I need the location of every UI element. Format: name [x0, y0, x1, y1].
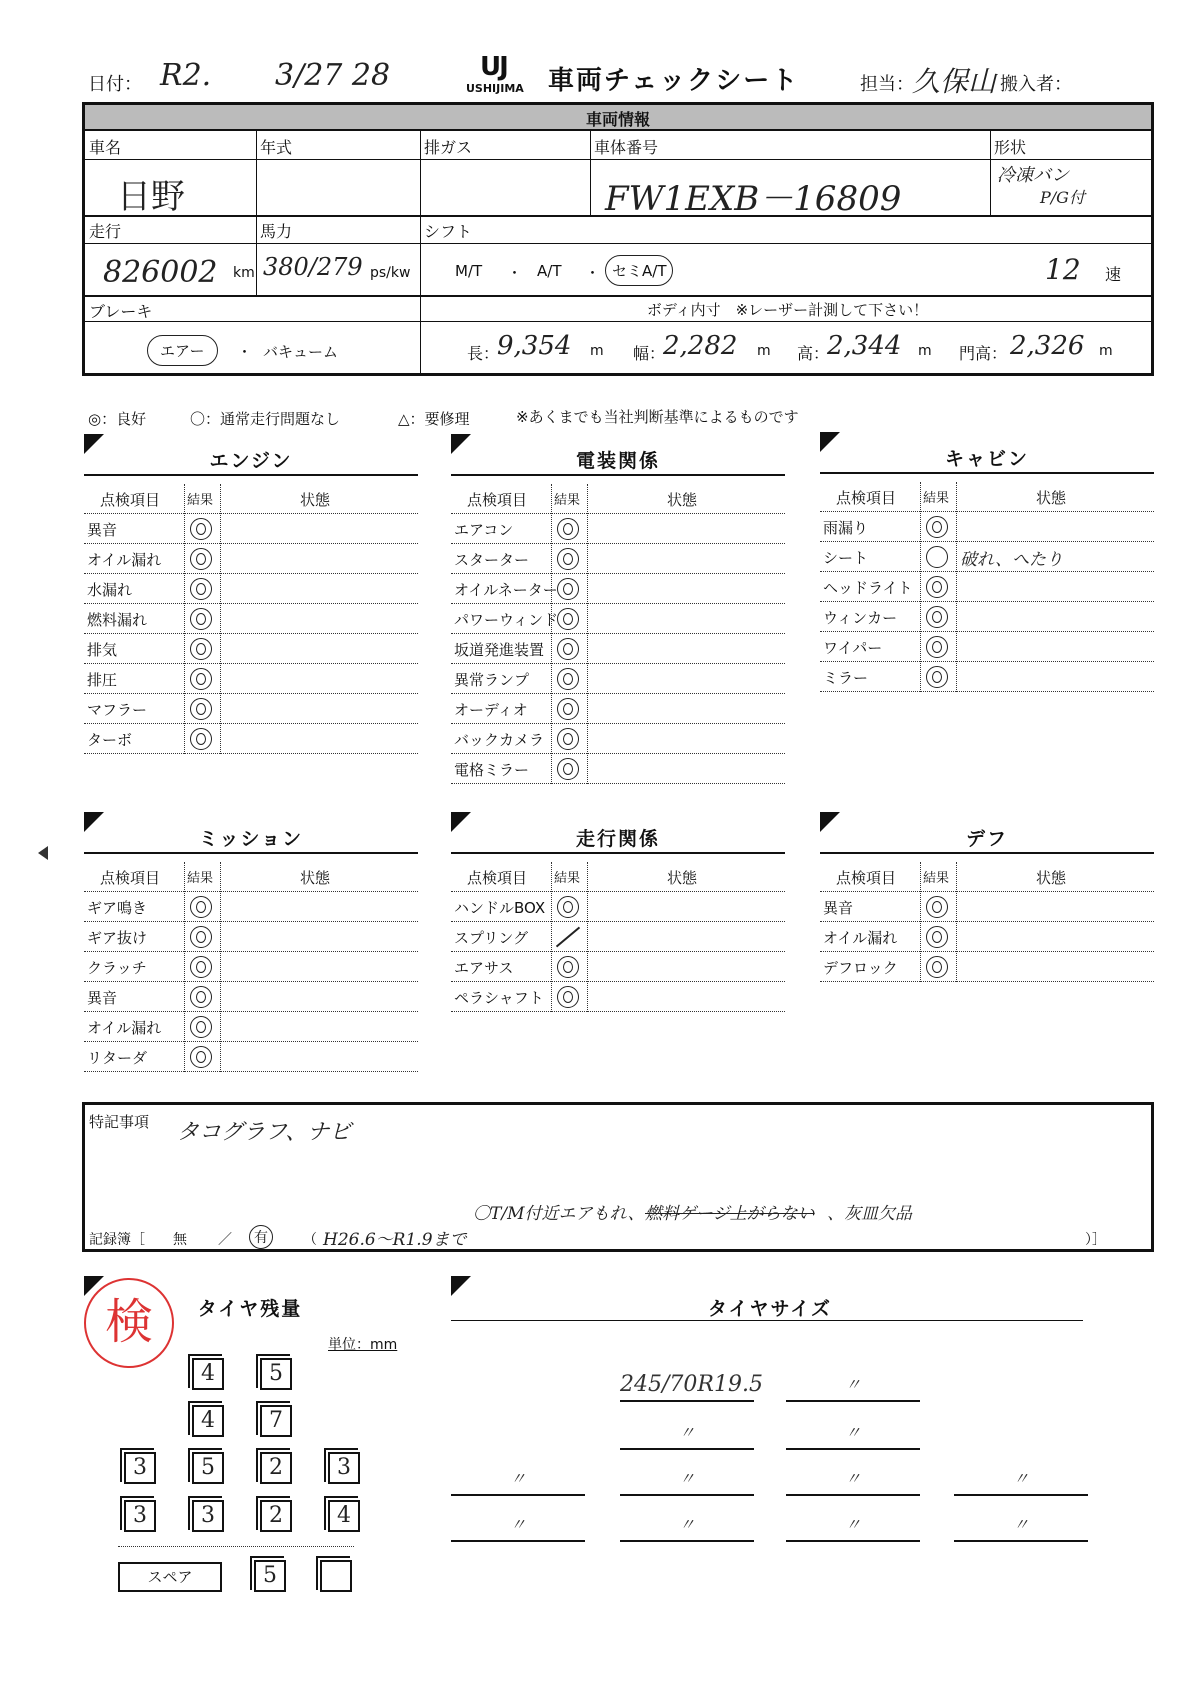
- state-column-sep: [956, 482, 957, 692]
- result-double-circle-icon: [557, 608, 579, 630]
- header-result: 結果: [554, 871, 581, 886]
- tire-depth-box: 4: [192, 1405, 224, 1437]
- electric-flag-icon: [451, 434, 471, 454]
- item-label: スターター: [454, 551, 530, 569]
- mission-flag-icon: [84, 812, 104, 832]
- table-row: [820, 892, 1154, 922]
- table-row: [84, 604, 418, 634]
- engine-rule: [84, 474, 418, 476]
- tire-size-value: 〃: [1012, 1469, 1029, 1488]
- shape-label: 形状: [994, 138, 1027, 157]
- item-label: オーディオ: [454, 701, 528, 719]
- tire-size-line: [620, 1400, 754, 1402]
- power-value: 380/279: [263, 253, 363, 281]
- tire-depth-box: 2: [260, 1452, 292, 1484]
- table-row: [84, 574, 418, 604]
- result-double-circle-icon: [557, 548, 579, 570]
- height-label: 高：: [797, 344, 830, 363]
- header-item: 点検項目: [467, 869, 528, 887]
- notes-label: 特記事項: [89, 1113, 150, 1131]
- shift-semi-at-circled: セミA/T: [605, 255, 673, 286]
- tire-size-line: [620, 1448, 754, 1450]
- result-slash-icon: [556, 927, 580, 948]
- table-row: [84, 1012, 418, 1042]
- table-row: [820, 632, 1154, 662]
- brake-label: ブレーキ: [89, 302, 153, 321]
- tire-size-value: 〃: [844, 1469, 861, 1488]
- cabin-title: キャビン: [944, 448, 1029, 470]
- result-double-circle-icon: [190, 926, 212, 948]
- notes-line-2: 〇T/M付近エアもれ、: [473, 1204, 645, 1224]
- item-label: 水漏れ: [87, 581, 133, 599]
- drive-header-row: [451, 862, 785, 892]
- result-column-sep: [184, 484, 185, 754]
- tire-depth-divider: [118, 1546, 354, 1548]
- length-label: 長：: [467, 344, 500, 363]
- gas-label: 排ガス: [424, 138, 473, 157]
- result-double-circle-icon: [926, 576, 948, 598]
- result-double-circle-icon: [190, 896, 212, 918]
- tire-size-line: [786, 1494, 920, 1496]
- table-row: [820, 662, 1154, 692]
- inspection-stamp: 検: [84, 1278, 174, 1368]
- item-label: スプリング: [454, 929, 529, 947]
- year-label: 年式: [260, 138, 293, 157]
- brake-dot: ・: [237, 343, 253, 361]
- tire-depth-title: タイヤ残量: [197, 1298, 303, 1320]
- notes-line-2-end: 、灰皿欠品: [827, 1204, 912, 1224]
- table-row: [451, 694, 785, 724]
- maker-value: 日野: [117, 177, 185, 217]
- table-row: [84, 724, 418, 754]
- result-double-circle-icon: [190, 638, 212, 660]
- height-unit: m: [918, 343, 932, 359]
- engine-title: エンジン: [209, 450, 293, 472]
- item-label: 異音: [87, 521, 118, 539]
- header-item: 点検項目: [100, 491, 161, 509]
- table-row: [820, 922, 1154, 952]
- tire-depth-box: 5: [260, 1358, 292, 1390]
- tire-size-value: 〃: [509, 1515, 526, 1534]
- length-value: 9,354: [497, 331, 572, 361]
- table-row: [84, 892, 418, 922]
- item-label: クラッチ: [87, 959, 147, 977]
- item-label: 異音: [823, 899, 854, 917]
- state-column-sep: [956, 862, 957, 982]
- item-state: 破れ、へたり: [960, 550, 1064, 570]
- table-row: [451, 982, 785, 1012]
- tire-size-flag-icon: [451, 1276, 471, 1296]
- state-column-sep: [220, 862, 221, 1072]
- result-column-sep: [920, 862, 921, 982]
- tire-size-line: [786, 1448, 920, 1450]
- date-era: R2.: [160, 58, 212, 93]
- tire-size-line: [954, 1494, 1088, 1496]
- item-label: バックカメラ: [454, 731, 545, 749]
- gate-height-unit: m: [1099, 343, 1113, 359]
- table-row: [820, 602, 1154, 632]
- tire-size-line: [954, 1540, 1088, 1542]
- result-double-circle-icon: [557, 956, 579, 978]
- table-row: [84, 922, 418, 952]
- result-double-circle-icon: [190, 698, 212, 720]
- item-label: ギア抜け: [87, 929, 148, 947]
- result-double-circle-icon: [926, 636, 948, 658]
- diff-title: デフ: [965, 828, 1008, 850]
- item-label: ペラシャフト: [454, 989, 544, 1007]
- shift-label: シフト: [424, 222, 473, 241]
- gears-value: 12: [1045, 253, 1081, 286]
- width-value: 2,282: [663, 331, 738, 361]
- tire-size-value: 〃: [844, 1423, 861, 1442]
- item-label: 坂道発進装置: [454, 641, 545, 659]
- legend-good: ◎：良好: [88, 410, 147, 428]
- tire-size-value: 〃: [844, 1375, 861, 1394]
- chassis-value: FW1EXB－16809: [605, 179, 902, 219]
- result-double-circle-icon: [190, 1046, 212, 1068]
- result-double-circle-icon: [557, 896, 579, 918]
- spare-extra: [320, 1560, 352, 1592]
- item-label: 燃料漏れ: [87, 611, 148, 629]
- table-row: [451, 724, 785, 754]
- shift-dot-1: ・: [507, 264, 523, 282]
- notes-line-1: タコグラフ、ナビ: [177, 1120, 352, 1145]
- tire-depth-unit: 単位：mm: [328, 1337, 398, 1353]
- result-double-circle-icon: [926, 606, 948, 628]
- header-result: 結果: [554, 493, 581, 508]
- tire-size-value: 〃: [509, 1469, 526, 1488]
- result-double-circle-icon: [190, 728, 212, 750]
- result-double-circle-icon: [190, 518, 212, 540]
- power-label: 馬力: [260, 222, 293, 241]
- item-label: ヘッドライト: [823, 579, 913, 597]
- tire-size-line: [786, 1400, 920, 1402]
- item-label: パワーウィンド: [454, 611, 559, 629]
- result-double-circle-icon: [926, 926, 948, 948]
- tire-size-line: [451, 1494, 585, 1496]
- result-double-circle-icon: [190, 986, 212, 1008]
- chassis-label: 車体番号: [594, 138, 659, 157]
- tire-size-value: 〃: [678, 1469, 695, 1488]
- item-label: オイルネーター: [454, 581, 558, 599]
- result-double-circle-icon: [557, 986, 579, 1008]
- staff-value: 久保山: [912, 65, 997, 98]
- width-label: 幅：: [633, 344, 666, 363]
- shift-at: A/T: [537, 262, 562, 280]
- page-title: 車両チェックシート: [548, 66, 800, 96]
- item-label: 排気: [87, 641, 118, 659]
- table-row: [820, 952, 1154, 982]
- table-row: [820, 512, 1154, 542]
- drive-flag-icon: [451, 812, 471, 832]
- result-column-sep: [920, 482, 921, 692]
- notes-line-2-struck: 燃料ゲージ上がらない: [645, 1204, 815, 1224]
- logo-text: USHIJIMA: [466, 82, 524, 95]
- drive-title: 走行関係: [575, 828, 660, 850]
- date-value: 3/27 28: [275, 58, 391, 93]
- table-row: [820, 542, 1154, 572]
- table-row: [84, 1042, 418, 1072]
- header-result: 結果: [923, 491, 950, 506]
- item-label: 異音: [87, 989, 118, 1007]
- item-label: ハンドルBOX: [454, 899, 546, 917]
- engine-flag-icon: [84, 434, 104, 454]
- spare-value: 5: [254, 1560, 286, 1592]
- item-label: オイル漏れ: [87, 1019, 162, 1037]
- shift-mt: M/T: [455, 262, 483, 280]
- brake-vacuum: バキューム: [263, 343, 339, 361]
- header-result: 結果: [187, 493, 214, 508]
- gate-height-value: 2,326: [1010, 331, 1085, 361]
- electric-header-row: [451, 484, 785, 514]
- table-row: [451, 952, 785, 982]
- cabin-flag-icon: [820, 432, 840, 452]
- logo-mark: UJ: [480, 52, 507, 82]
- state-column-sep: [587, 484, 588, 784]
- mission-rule: [84, 852, 418, 854]
- record-yes-circled: 有: [249, 1225, 273, 1249]
- engine-header-row: [84, 484, 418, 514]
- item-label: ミラー: [823, 669, 869, 687]
- shift-dot-2: ・: [585, 264, 601, 282]
- header-item: 点検項目: [100, 869, 161, 887]
- header-item: 点検項目: [467, 491, 528, 509]
- notes-box: [82, 1102, 1154, 1252]
- result-double-circle-icon: [190, 548, 212, 570]
- gears-unit: 速: [1105, 265, 1122, 284]
- header-state: 状態: [667, 869, 698, 887]
- header-result: 結果: [187, 871, 214, 886]
- mileage-value: 826002: [103, 255, 218, 290]
- tire-size-line: [620, 1494, 754, 1496]
- margin-arrow-icon: [38, 846, 48, 860]
- table-row: [451, 892, 785, 922]
- gate-height-label: 門高：: [959, 344, 1008, 363]
- deliverer-label: 搬入者：: [1000, 74, 1072, 95]
- tire-depth-box: 4: [328, 1500, 360, 1532]
- diff-flag-icon: [820, 812, 840, 832]
- result-column-sep: [551, 484, 552, 784]
- table-row: [451, 514, 785, 544]
- result-double-circle-icon: [190, 1016, 212, 1038]
- result-double-circle-icon: [557, 728, 579, 750]
- record-period: H26.6〜R1.9まで: [323, 1230, 467, 1250]
- mission-title: ミッション: [198, 828, 304, 850]
- tire-depth-box: 5: [192, 1452, 224, 1484]
- header-state: 状態: [1036, 869, 1067, 887]
- table-row: [84, 664, 418, 694]
- mission-header-row: [84, 862, 418, 892]
- tire-depth-box: 3: [124, 1500, 156, 1532]
- diff-header-row: [820, 862, 1154, 892]
- item-label: エアサス: [454, 959, 514, 977]
- maker-label: 車名: [89, 138, 122, 157]
- shape-value: 冷凍バン: [997, 165, 1069, 186]
- item-label: 電格ミラー: [454, 761, 530, 779]
- state-column-sep: [220, 484, 221, 754]
- header-item: 点検項目: [836, 869, 897, 887]
- table-row: [451, 604, 785, 634]
- table-row: [451, 544, 785, 574]
- date-label: 日付：: [88, 74, 142, 95]
- table-row: [84, 634, 418, 664]
- table-row: [84, 544, 418, 574]
- result-double-circle-icon: [926, 956, 948, 978]
- tire-depth-box: 4: [192, 1358, 224, 1390]
- result-double-circle-icon: [557, 518, 579, 540]
- diff-rule: [820, 852, 1154, 854]
- drive-rule: [451, 852, 785, 854]
- height-value: 2,344: [827, 331, 902, 361]
- state-column-sep: [587, 862, 588, 1012]
- item-label: 異常ランプ: [454, 671, 530, 689]
- mileage-label: 走行: [89, 222, 122, 241]
- header-state: 状態: [300, 491, 331, 509]
- width-unit: m: [757, 343, 771, 359]
- vehicle-info-heading: 車両情報: [585, 110, 650, 129]
- table-row: [451, 574, 785, 604]
- header-result: 結果: [923, 871, 950, 886]
- tire-depth-box: 2: [260, 1500, 292, 1532]
- cabin-header-row: [820, 482, 1154, 512]
- table-row: [451, 664, 785, 694]
- table-row: [451, 922, 785, 952]
- power-unit: ps/kw: [370, 265, 411, 281]
- spare-label: スペア: [118, 1562, 222, 1592]
- record-close: ）］: [1085, 1232, 1106, 1248]
- tire-depth-flag-icon: [84, 1276, 104, 1296]
- header-state: 状態: [300, 869, 331, 887]
- result-circle-icon: [926, 546, 948, 568]
- electric-rule: [451, 474, 785, 476]
- header-state: 状態: [1036, 489, 1067, 507]
- record-label: 記録簿［: [89, 1232, 145, 1248]
- result-double-circle-icon: [557, 638, 579, 660]
- table-row: [84, 514, 418, 544]
- tire-size-line: [451, 1540, 585, 1542]
- item-label: デフロック: [823, 959, 898, 977]
- item-label: シート: [823, 549, 869, 567]
- record-none: 無: [173, 1232, 187, 1248]
- result-double-circle-icon: [557, 758, 579, 780]
- table-row: [451, 754, 785, 784]
- length-unit: m: [590, 343, 604, 359]
- tire-size-line: [620, 1540, 754, 1542]
- table-row: [84, 982, 418, 1012]
- result-double-circle-icon: [557, 578, 579, 600]
- header-state: 状態: [667, 491, 698, 509]
- item-label: エアコン: [454, 521, 514, 539]
- tire-size-rule: [451, 1320, 1083, 1321]
- item-label: マフラー: [87, 701, 148, 719]
- item-label: ギア鳴き: [87, 899, 148, 917]
- tire-depth-box: 3: [192, 1500, 224, 1532]
- header-item: 点検項目: [836, 489, 897, 507]
- item-label: ワイパー: [823, 639, 883, 657]
- result-column-sep: [184, 862, 185, 1072]
- result-double-circle-icon: [926, 896, 948, 918]
- result-double-circle-icon: [190, 956, 212, 978]
- result-double-circle-icon: [190, 668, 212, 690]
- item-label: ターボ: [87, 731, 133, 749]
- result-column-sep: [551, 862, 552, 1012]
- tire-depth-box: 3: [328, 1452, 360, 1484]
- legend-note: ※あくまでも当社判断基準によるものです: [516, 408, 799, 426]
- table-row: [820, 572, 1154, 602]
- legend-ok: 〇：通常走行問題なし: [190, 410, 341, 428]
- table-row: [84, 952, 418, 982]
- tire-size-value: 〃: [844, 1515, 861, 1534]
- tire-size-value: 〃: [678, 1515, 695, 1534]
- tire-size-title: タイヤサイズ: [707, 1298, 833, 1320]
- staff-label: 担当：: [860, 74, 914, 95]
- result-double-circle-icon: [926, 516, 948, 538]
- tire-size-line: [786, 1540, 920, 1542]
- item-label: 雨漏り: [823, 519, 869, 537]
- table-row: [84, 694, 418, 724]
- item-label: オイル漏れ: [823, 929, 898, 947]
- item-label: リターダ: [87, 1049, 148, 1067]
- tire-depth-box: 7: [260, 1405, 292, 1437]
- record-sep: ／: [218, 1232, 232, 1248]
- brake-air-circled: エアー: [147, 335, 218, 366]
- electric-title: 電装関係: [575, 450, 660, 472]
- result-double-circle-icon: [190, 578, 212, 600]
- tire-size-value: 245/70R19.5: [620, 1372, 763, 1397]
- tire-size-value: 〃: [678, 1423, 695, 1442]
- cabin-rule: [820, 472, 1154, 474]
- record-open: （: [303, 1232, 317, 1248]
- result-double-circle-icon: [926, 666, 948, 688]
- tire-depth-box: 3: [124, 1452, 156, 1484]
- body-dimension-label: ボディ内寸 ※レーザー計測して下さい！: [646, 301, 929, 319]
- result-double-circle-icon: [190, 608, 212, 630]
- result-double-circle-icon: [557, 668, 579, 690]
- table-row: [451, 634, 785, 664]
- item-label: 排圧: [87, 671, 118, 689]
- vehicle-info-table: [82, 102, 1154, 376]
- tire-size-value: 〃: [1012, 1515, 1029, 1534]
- shape-value-2: P/G付: [1040, 188, 1085, 207]
- item-label: オイル漏れ: [87, 551, 162, 569]
- mileage-unit: km: [233, 265, 255, 281]
- item-label: ウィンカー: [823, 609, 898, 627]
- result-double-circle-icon: [557, 698, 579, 720]
- legend-repair: △：要修理: [398, 410, 470, 428]
